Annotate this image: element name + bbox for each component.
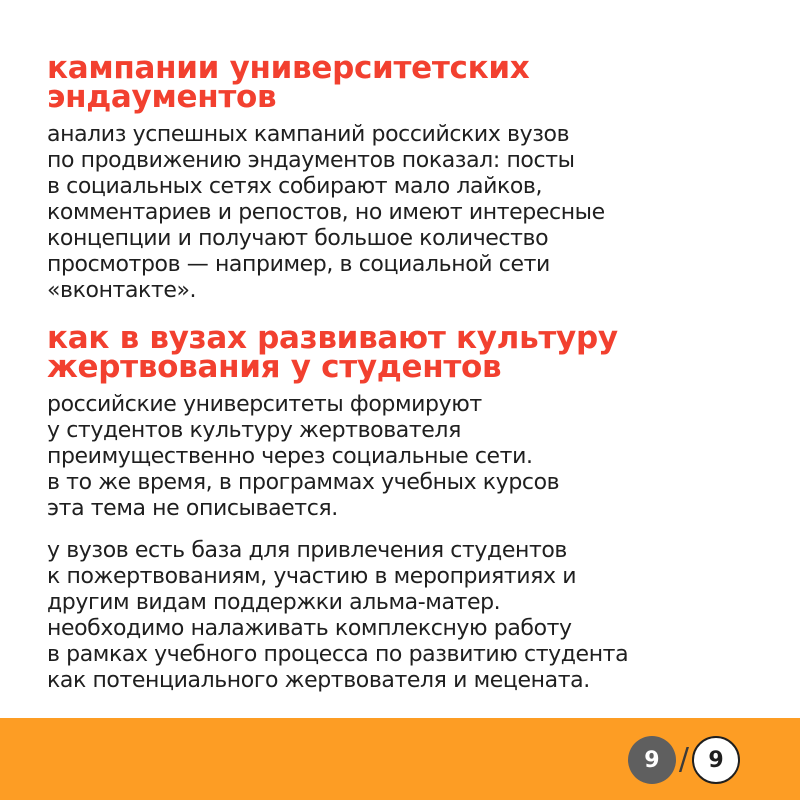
page-separator: / (678, 742, 689, 777)
section-paragraph-universities-form-culture: российские университеты формируют у студентов культуру жертвователя преимущественно через социальные сети. в то же время, в программах учебных курсов эта тема не описывается. (47, 392, 560, 521)
section-heading-endowment-campaigns: кампании университетских эндаументов (47, 50, 530, 115)
section-paragraph-universities-base: у вузов есть база для привлечения студентов к пожертвованиям, участию в мероприятиях и другим видам поддержки альма-матер. необходимо налаживать комплексную работу в рамках учебного процесса по развитию студента как потенциального жертвователя и мецената. (47, 538, 629, 693)
current-page-badge: 9 (628, 736, 676, 784)
slide-content (47, 50, 787, 694)
section-paragraph-endowment-analysis: анализ успешных кампаний российских вузов по продвижению эндаументов показал: посты в социальных сетях собирают мало лайков, комментариев и репостов, но имеют интересные концепции и получают большое количество просмотров — например, в социальной сети «вконтакте». (47, 122, 605, 303)
section-heading-donation-culture: как в вузах развивают культуру жертвования у студентов (47, 320, 618, 385)
footer-bar (0, 718, 800, 800)
page-indicator (628, 736, 740, 784)
total-pages-badge: 9 (692, 736, 740, 784)
